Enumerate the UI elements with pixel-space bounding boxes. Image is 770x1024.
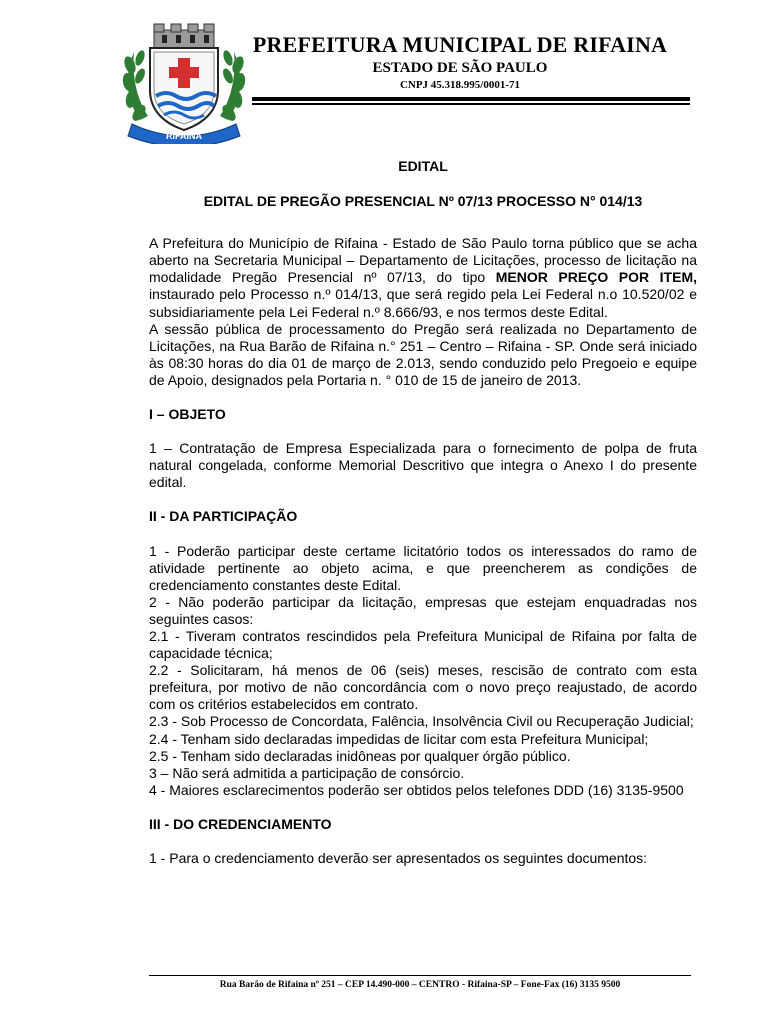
state-name: ESTADO DE SÃO PAULO [372,60,548,76]
intro-paragraph [149,235,697,320]
participacao-list [149,543,697,799]
list-item: 2.5 - Tenham sido declaradas inidôneas por qualquer órgão público. [149,747,571,764]
list-item: 4 - Maiores esclarecimentos poderão ser obtidos pelos telefones DDD (16) 3135-9500 [149,781,684,798]
credenciamento-paragraph: 1 - Para o credenciamento deverão ser apresentados os seguintes documentos: [149,850,648,866]
list-item: 2 - Não poderão participar da licitação, empresas que estejam enquadradas nos seguintes casos: [149,593,697,627]
footer-rule [149,975,691,976]
list-item: 2.2 - Solicitaram, há menos de 06 (seis) meses, rescisão de contrato com esta prefeitura, por motivo de não concordância com o novo preço reajustado, de acordo com os critérios estabelecidos em contrato. [149,662,697,713]
intro-text-a: A Prefeitura do Município de Rifaina - Estado de São Paulo torna público que se acha aberto na Secretaria Municipal – Departamento de Licitações, processo de licitação na modalidade Pregão Presencial nº 07/13, do tipo [149,235,697,286]
list-item: 1 - Poderão participar deste certame licitatório todos os interessados do ramo de atividade pertinente ao objeto acima, e que preencherem as condições de credenciamento constantes deste Edital. [149,542,697,593]
municipality-title: PREFEITURA MUNICIPAL DE RIFAINA [252,32,668,57]
document-body [149,148,697,867]
objeto-paragraph: 1 – Contratação de Empresa Especializada para o fornecimento de polpa de fruta natural congelada, conforme Memorial Descritivo que integra o Anexo I do presente edital. [149,440,697,491]
letterhead [230,32,690,91]
seal-text: RIFAINA [166,131,202,141]
session-paragraph: A sessão pública de processamento do Pregão será realizada no Departamento de Licitações, na Rua Barão de Rifaina n.° 251 – Centro – Rifaina - SP. Onde será iniciado às 08:30 horas do dia 01 de março de 2.013, sendo conduzido pelo Pregoeio e equipe de Apoio, designados pela Portaria n. ° 010 de 15 de janeiro de 2013. [149,320,697,388]
list-item: 2.1 - Tiveram contratos rescindidos pela Prefeitura Municipal de Rifaina por falta de capacidade técnica; [149,627,697,662]
section-title-participacao: II - DA PARTICIPAÇÃO [149,508,298,525]
document-title: EDITAL [398,158,448,174]
laurel-left-icon [122,49,149,123]
list-item: 2.4 - Tenham sido declaradas impedidas de licitar com esta Prefeitura Municipal; [149,730,649,747]
intro-text-c: instaurado pelo Processo n.º 014/13, que será regido pela Lei Federal n.o 10.520/02 e subsidiariamente pela Lei Federal n.º 8.666/93, e nos termos deste Edital. [149,286,697,320]
document-subtitle: EDITAL DE PREGÃO PRESENCIAL Nº 07/13 PROCESSO N° 014/13 [203,193,643,210]
intro-text-bold: MENOR PREÇO POR ITEM, [495,269,698,286]
section-title-credenciamento: III - DO CREDENCIAMENTO [149,815,332,832]
list-item: 2.3 - Sob Processo de Concordata, Falência, Insolvência Civil ou Recuperação Judicial; [149,713,694,730]
cnpj: CNPJ 45.318.995/0001-71 [399,79,521,91]
list-item: 3 – Não será admitida a participação de consórcio. [149,764,465,781]
mural-crown-icon [154,24,214,48]
header-rule-thin [252,103,690,105]
section-title-objeto: I – OBJETO [149,406,226,423]
header-rule-thick [252,97,690,101]
shield-icon [150,48,218,130]
footer-address: Rua Barão de Rifaina nº 251 – CEP 14.490-000 – CENTRO - Rifaina-SP – Fone-Fax (16) 3135 9500 [219,980,621,990]
